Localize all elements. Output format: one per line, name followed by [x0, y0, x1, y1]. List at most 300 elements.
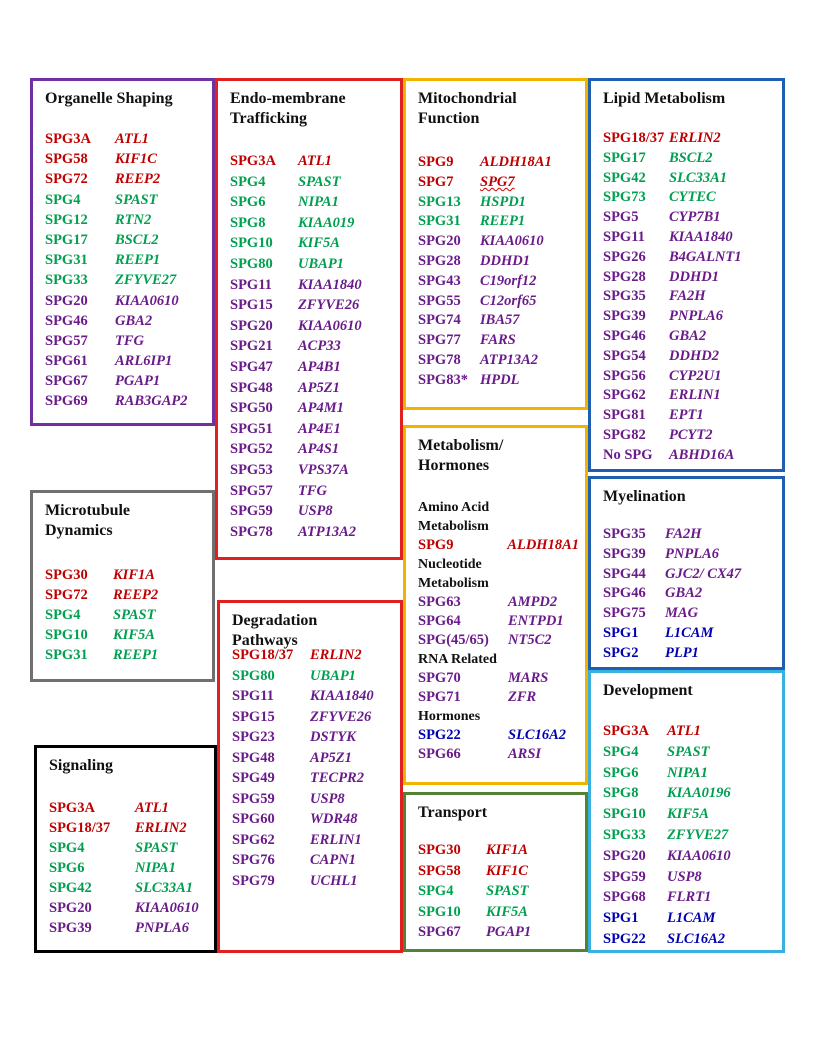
gene-entry [45, 129, 206, 149]
gene-entry [418, 922, 579, 943]
spg-locus: SPG77 [418, 332, 461, 349]
gene-symbol: KIAA0610 [135, 900, 199, 916]
gene-symbol: KIAA0610 [480, 233, 544, 250]
gene-entry [232, 727, 394, 748]
gene-entry [45, 230, 206, 250]
gene-entry [603, 867, 776, 888]
gene-entry [49, 918, 208, 938]
gene-symbol: BSCL2 [669, 149, 713, 166]
spg-locus: SPG58 [418, 862, 461, 879]
spg-locus: SPG46 [45, 312, 88, 329]
gene-entry [603, 763, 776, 784]
spg-locus: SPG48 [230, 379, 273, 396]
spg-locus: SPG46 [603, 327, 646, 344]
gene-entry [603, 149, 776, 169]
gene-list [230, 151, 394, 542]
gene-symbol: ATL1 [298, 153, 332, 169]
gene-symbol: ARL6IP1 [115, 353, 173, 370]
gene-entry [230, 357, 394, 378]
gene-entry [45, 210, 206, 230]
gene-symbol: CYTEC [669, 189, 716, 206]
gene-entry [603, 307, 776, 327]
gene-symbol: CYP7B1 [669, 209, 721, 226]
spg-locus: SPG72 [45, 171, 88, 188]
gene-symbol: KIAA1840 [310, 688, 374, 704]
spg-locus: SPG83* [418, 371, 468, 388]
gene-symbol: ZFYVE27 [667, 826, 729, 843]
gene-symbol: REEP2 [113, 587, 159, 603]
gene-symbol: NIPA1 [298, 194, 339, 211]
category-title: Myelination [603, 488, 686, 505]
gene-list [232, 645, 394, 891]
gene-entry [45, 270, 206, 290]
category-title: Development [603, 682, 693, 699]
spg-locus: SPG20 [45, 292, 88, 309]
spg-locus: SPG10 [45, 627, 88, 643]
spg-locus: SPG4 [45, 191, 81, 208]
spg-locus: SPG49 [232, 770, 275, 786]
gene-list [45, 565, 206, 665]
gene-entry [45, 351, 206, 371]
spg-locus: SPG31 [45, 252, 88, 269]
gene-entry [230, 192, 394, 213]
spg-locus: SPG28 [603, 268, 646, 285]
gene-symbol: NIPA1 [135, 860, 176, 876]
gene-entry [45, 605, 206, 625]
gene-entry [230, 254, 394, 275]
spg-locus: SPG1 [603, 624, 639, 641]
spg-locus: SPG10 [418, 903, 461, 920]
subcategory-label: Amino Acid [418, 500, 490, 515]
gene-symbol: L1CAM [665, 624, 714, 641]
lipid-box [588, 78, 785, 472]
gene-symbol: KIAA0196 [667, 785, 731, 802]
gene-symbol: KIAA1840 [669, 228, 733, 245]
organelle-box [30, 78, 215, 426]
gene-entry [603, 644, 776, 664]
spg-locus: SPG9 [418, 537, 454, 553]
gene-symbol: SPAST [113, 607, 156, 623]
spg-locus: SPG80 [230, 255, 273, 272]
gene-symbol: KIF5A [113, 627, 155, 643]
spg-locus: SPG78 [230, 523, 273, 540]
gene-symbol: C19orf12 [480, 272, 537, 289]
gene-symbol: SPAST [298, 173, 341, 190]
gene-symbol: AP5Z1 [310, 749, 352, 766]
gene-symbol: HSPD1 [480, 193, 526, 210]
microtubule-box [30, 490, 215, 682]
gene-symbol: ABHD16A [669, 446, 735, 463]
category-title: Signaling [49, 757, 114, 774]
gene-entry [418, 371, 579, 391]
gene-symbol: USP8 [298, 503, 333, 520]
spg-locus: SPG5 [603, 209, 639, 226]
spg-locus: SPG8 [230, 214, 266, 231]
gene-entry [603, 783, 776, 804]
spg-locus: SPG76 [232, 852, 275, 868]
gene-entry [45, 565, 206, 585]
gene-entry [232, 768, 394, 789]
gene-entry [603, 367, 776, 387]
gene-symbol: KIF5A [486, 903, 528, 920]
spg-locus: SPG54 [603, 347, 646, 364]
gene-symbol: RAB3GAP2 [115, 393, 188, 410]
gene-entry [418, 193, 579, 213]
spg-locus: SPG67 [45, 373, 88, 390]
spg-locus: SPG64 [418, 613, 461, 629]
gene-entry [230, 172, 394, 193]
spg-locus: SPG46 [603, 585, 646, 602]
gene-entry [418, 536, 579, 555]
spg-locus: SPG3A [45, 131, 91, 147]
gene-entry [230, 213, 394, 234]
gene-entry [603, 446, 776, 466]
gene-symbol: KIAA0610 [115, 292, 179, 309]
gene-entry [603, 908, 776, 929]
gene-symbol: SPAST [115, 191, 158, 208]
gene-symbol: DDHD2 [669, 347, 719, 364]
gene-entry [418, 173, 579, 193]
gene-entry [232, 850, 394, 871]
gene-entry [49, 898, 208, 918]
gene-symbol: ZFYVE26 [310, 708, 372, 725]
gene-entry [232, 748, 394, 769]
spg-locus: SPG8 [603, 785, 639, 802]
gene-symbol: ERLIN2 [310, 647, 362, 663]
gene-entry [230, 522, 394, 543]
spg-locus: SPG6 [230, 194, 266, 211]
spg-locus: SPG20 [49, 900, 92, 916]
gene-symbol: PCYT2 [669, 426, 713, 443]
spg-locus: SPG43 [418, 272, 461, 289]
gene-symbol: KIF5A [667, 806, 709, 823]
spg-locus: SPG66 [418, 746, 461, 762]
gene-entry [45, 371, 206, 391]
gene-entry [230, 316, 394, 337]
gene-entry [603, 327, 776, 347]
spg-locus: SPG81 [603, 407, 646, 424]
spg-locus: SPG15 [230, 297, 273, 314]
spg-locus: SPG20 [603, 847, 646, 864]
spg-locus: SPG39 [49, 920, 92, 936]
gene-entry [603, 386, 776, 406]
spg-locus: SPG55 [418, 292, 461, 309]
gene-entry [230, 481, 394, 502]
gene-entry [418, 612, 579, 631]
gene-entry [49, 878, 208, 898]
spg-locus: SPG52 [230, 441, 273, 458]
gene-entry [603, 887, 776, 908]
spg-locus: SPG21 [230, 338, 273, 355]
gene-entry [418, 351, 579, 371]
spg-locus: SPG31 [45, 647, 88, 663]
development-box [588, 670, 785, 953]
gene-entry [603, 604, 776, 624]
gene-symbol: KIF1C [486, 862, 528, 879]
gene-entry [232, 830, 394, 851]
subcategory-label: Hormones [418, 709, 481, 724]
gene-symbol: ATL1 [667, 723, 701, 739]
gene-symbol: AP4S1 [298, 441, 340, 458]
transport-box [403, 792, 588, 952]
category-title: Mitochondrial Function [418, 90, 517, 127]
spg-locus: SPG70 [418, 670, 461, 686]
gene-symbol: FA2H [669, 288, 706, 305]
gene-symbol: CYP2U1 [669, 367, 722, 384]
spg-locus: SPG11 [232, 688, 274, 704]
gene-entry [603, 584, 776, 604]
gene-symbol: EPT1 [669, 407, 704, 424]
gene-symbol: HPDL [480, 371, 520, 388]
gene-entry [418, 688, 579, 707]
spg-locus: SPG6 [603, 764, 639, 781]
category-title: Metabolism/ Hormones [418, 437, 504, 474]
gene-symbol: GJC2/ CX47 [665, 565, 742, 582]
gene-entry [603, 846, 776, 867]
spg-locus: SPG31 [418, 213, 461, 230]
gene-entry [45, 169, 206, 189]
mitochondrial-box [403, 78, 588, 410]
gene-list [49, 798, 208, 938]
gene-entry [230, 233, 394, 254]
gene-symbol: ARSI [508, 746, 542, 762]
gene-symbol: TFG [298, 482, 327, 499]
gene-symbol: C12orf65 [480, 292, 537, 309]
gene-list [418, 498, 579, 764]
gene-symbol: FARS [480, 332, 516, 349]
subcategory-label: Nucleotide [418, 557, 482, 572]
gene-symbol: SPAST [486, 883, 529, 899]
spg-locus: SPG12 [45, 211, 88, 228]
spg-locus: SPG53 [230, 461, 273, 478]
gene-symbol: KIAA0610 [667, 847, 731, 864]
spg-locus: SPG60 [232, 811, 275, 827]
spg-locus: SPG57 [230, 482, 273, 499]
gene-list [418, 153, 579, 391]
category-title: Lipid Metabolism [603, 90, 726, 107]
spg-locus: SPG42 [49, 880, 92, 896]
endomembrane-box [215, 78, 403, 560]
gene-symbol: WDR48 [310, 811, 358, 827]
gene-symbol: PGAP1 [486, 924, 532, 940]
gene-symbol: UCHL1 [310, 872, 358, 889]
gene-symbol: TECPR2 [310, 770, 364, 786]
spg-locus: SPG2 [603, 644, 639, 661]
gene-symbol: B4GALNT1 [669, 248, 742, 265]
gene-entry [230, 419, 394, 440]
gene-entry [418, 153, 579, 173]
spg-locus: SPG67 [418, 924, 461, 940]
gene-entry [603, 208, 776, 228]
spg-locus: SPG33 [603, 826, 646, 843]
spg-locus: SPG56 [603, 367, 646, 384]
gene-symbol: SPAST [667, 743, 710, 760]
gene-symbol: DSTYK [310, 729, 356, 745]
gene-list [603, 721, 776, 950]
gene-list [603, 525, 776, 664]
spg-locus: SPG20 [418, 233, 461, 250]
spg-locus: SPG22 [418, 727, 461, 743]
gene-symbol: VPS37A [298, 461, 349, 478]
gene-symbol: ACP33 [298, 338, 341, 355]
gene-symbol: SLC33A1 [669, 169, 728, 186]
gene-entry [230, 398, 394, 419]
gene-symbol: NT5C2 [508, 632, 552, 648]
gene-symbol: ALDH18A1 [507, 537, 579, 553]
gene-symbol: KIF1A [486, 842, 528, 858]
spg-locus: SPG62 [603, 387, 646, 404]
gene-entry [230, 275, 394, 296]
category-title: Endo-membrane Trafficking [230, 90, 346, 127]
gene-entry [418, 252, 579, 272]
gene-symbol: KIF1C [115, 151, 157, 168]
gene-entry [603, 624, 776, 644]
gene-entry [603, 426, 776, 446]
gene-symbol: SPG7 [480, 173, 515, 190]
gene-symbol: UBAP1 [298, 255, 344, 272]
spg-locus: SPG26 [603, 248, 646, 265]
gene-symbol: DDHD1 [480, 252, 530, 269]
spg-locus: SPG44 [603, 565, 646, 582]
gene-entry [418, 881, 579, 902]
spg-locus: SPG11 [230, 276, 272, 293]
spg-locus: SPG50 [230, 400, 273, 417]
gene-entry [232, 809, 394, 830]
spg-locus: SPG42 [603, 169, 646, 186]
gene-entry [603, 565, 776, 585]
spg-locus: SPG39 [603, 545, 646, 562]
gene-symbol: USP8 [310, 790, 345, 807]
gene-entry [418, 593, 579, 612]
spg-locus: SPG79 [232, 872, 275, 889]
spg-locus: SPG18/37 [603, 130, 665, 146]
gene-entry [418, 232, 579, 252]
gene-symbol: ZFYVE27 [115, 272, 177, 289]
spg-locus: SPG10 [603, 806, 646, 823]
gene-entry [232, 686, 394, 707]
gene-symbol: REEP1 [115, 252, 161, 269]
gene-symbol: AP5Z1 [298, 379, 340, 396]
gene-symbol: PNPLA6 [135, 920, 189, 936]
spg-locus: SPG4 [45, 607, 81, 623]
spg-locus: SPG63 [418, 594, 461, 610]
signaling-box [34, 745, 217, 953]
gene-entry [232, 645, 394, 666]
gene-entry [232, 789, 394, 810]
gene-entry [45, 190, 206, 210]
gene-symbol: PGAP1 [115, 373, 161, 390]
spg-locus: SPG1 [603, 910, 639, 927]
gene-entry [230, 336, 394, 357]
gene-symbol: FA2H [665, 526, 702, 542]
spg-locus: SPG23 [232, 729, 275, 745]
gene-entry [603, 347, 776, 367]
spg-locus: SPG(45/65) [418, 632, 489, 648]
spg-locus: SPG47 [230, 358, 273, 375]
spg-locus: SPG72 [45, 587, 88, 603]
gene-entry [45, 645, 206, 665]
gene-symbol: KIAA1840 [298, 276, 362, 293]
gene-entry [603, 545, 776, 565]
spg-locus: SPG10 [230, 235, 273, 252]
spg-locus: SPG4 [603, 743, 639, 760]
gene-symbol: ATP13A2 [298, 523, 357, 540]
spg-locus: SPG4 [230, 173, 266, 190]
spg-locus: SPG6 [49, 860, 85, 876]
spg-locus: SPG22 [603, 930, 646, 947]
gene-entry [230, 378, 394, 399]
category-title: Transport [418, 804, 488, 821]
gene-symbol: FLRT1 [667, 889, 712, 906]
gene-entry [603, 406, 776, 426]
spg-locus: SPG62 [232, 831, 275, 848]
gene-symbol: PNPLA6 [669, 308, 723, 325]
gene-symbol: MAG [665, 605, 699, 622]
gene-symbol: SLC33A1 [135, 880, 194, 896]
gene-entry [603, 287, 776, 307]
gene-entry [230, 501, 394, 522]
subcategory-label: Metabolism [418, 576, 489, 591]
spg-locus: SPG69 [45, 393, 88, 410]
gene-entry [230, 151, 394, 172]
gene-entry [49, 818, 208, 838]
spg-locus: SPG61 [45, 353, 88, 370]
spg-locus: SPG3A [230, 153, 276, 169]
spg-locus: SPG74 [418, 312, 461, 329]
subcategory-label: RNA Related [418, 652, 497, 667]
gene-symbol: ERLIN1 [669, 387, 721, 404]
spg-locus: SPG35 [603, 288, 646, 305]
spg-locus: SPG35 [603, 526, 646, 542]
gene-entry [45, 291, 206, 311]
gene-symbol: ERLIN1 [310, 831, 362, 848]
gene-entry [49, 798, 208, 818]
metabolism-box [403, 425, 588, 785]
spg-locus: SPG17 [45, 231, 88, 248]
gene-entry [45, 311, 206, 331]
gene-entry [45, 585, 206, 605]
gene-entry [418, 726, 579, 745]
gene-symbol: MARS [508, 670, 549, 686]
spg-locus: SPG82 [603, 426, 646, 443]
spg-locus: SPG57 [45, 332, 88, 349]
spg-locus: SPG39 [603, 308, 646, 325]
spg-locus: SPG7 [418, 173, 454, 190]
gene-entry [418, 631, 579, 650]
gene-list [603, 129, 776, 466]
gene-list [418, 840, 579, 943]
gene-entry [232, 707, 394, 728]
gene-entry [230, 295, 394, 316]
gene-entry [49, 858, 208, 878]
gene-symbol: ENTPD1 [508, 613, 564, 629]
gene-symbol: AP4B1 [298, 358, 341, 375]
gene-entry [603, 929, 776, 950]
gene-entry [418, 311, 579, 331]
gene-symbol: PNPLA6 [665, 545, 719, 562]
gene-entry [603, 129, 776, 149]
spg-locus: SPG59 [603, 868, 646, 885]
gene-symbol: PLP1 [665, 644, 699, 661]
spg-locus: SPG51 [230, 420, 273, 437]
gene-entry [603, 804, 776, 825]
gene-symbol: ZFR [508, 689, 537, 705]
gene-symbol: ATP13A2 [480, 351, 539, 368]
spg-locus: SPG11 [603, 228, 645, 245]
gene-symbol: ERLIN2 [669, 130, 721, 146]
spg-locus: SPG48 [232, 749, 275, 766]
gene-symbol: RTN2 [115, 211, 152, 228]
